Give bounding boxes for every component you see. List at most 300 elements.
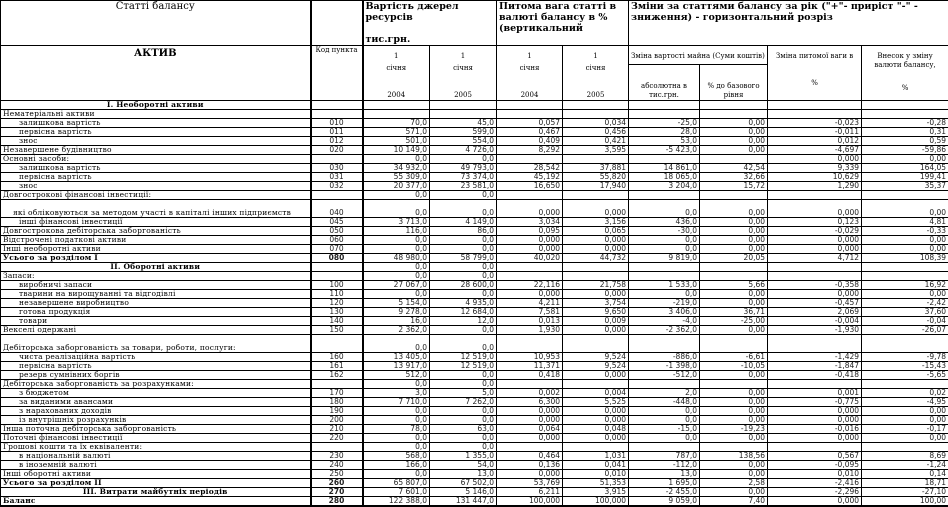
table-row xyxy=(1,335,948,353)
cell-code: 045 xyxy=(311,218,363,227)
cell-code xyxy=(311,110,363,119)
cell-v2004: 70,0 xyxy=(363,119,430,128)
cell-v2004: 0,0 xyxy=(363,434,430,443)
cell-dw: 1,290 xyxy=(768,182,862,191)
table-row xyxy=(1,254,948,263)
cell-v2005: 86,0 xyxy=(430,227,497,236)
month-label: січня xyxy=(565,64,626,73)
table-row xyxy=(1,290,948,299)
cell-abs xyxy=(629,380,700,389)
cell-code: 070 xyxy=(311,245,363,254)
cell-p2004: 0,000 xyxy=(497,245,563,254)
cell-v2004: 16,0 xyxy=(363,317,430,326)
cell-p2004 xyxy=(497,272,563,281)
cell-dw: 0,000 xyxy=(768,200,862,218)
cell-dw: 2,069 xyxy=(768,308,862,317)
cell-abs: 9 059,0 xyxy=(629,497,700,507)
cell-contrib: 0,00 xyxy=(862,290,948,299)
table-body xyxy=(1,101,948,507)
cell-abs: 0,0 xyxy=(629,200,700,218)
cell-v2005: 0,0 xyxy=(430,290,497,299)
cell-abs: -448,0 xyxy=(629,398,700,407)
table-row xyxy=(1,326,948,335)
cell-dw: -1,930 xyxy=(768,326,862,335)
row-label: товари xyxy=(1,317,311,326)
cell-p2004 xyxy=(497,443,563,452)
row-label: з бюджетом xyxy=(1,389,311,398)
cell-v2005: 5 146,0 xyxy=(430,488,497,497)
cell-v2004: 166,0 xyxy=(363,461,430,470)
cell-p2005: 0,041 xyxy=(563,461,629,470)
cell-p2004: 6,300 xyxy=(497,398,563,407)
cell-v2005: 0,0 xyxy=(430,335,497,353)
cell-rel: -25,00 xyxy=(700,317,768,326)
cell-p2004 xyxy=(497,155,563,164)
cell-contrib: 35,37 xyxy=(862,182,948,191)
pct-label: % xyxy=(864,84,946,93)
cell-v2005: 4 149,0 xyxy=(430,218,497,227)
cell-dw: -2,296 xyxy=(768,488,862,497)
cell-contrib: 18,71 xyxy=(862,479,948,488)
cell-dw: -1,847 xyxy=(768,362,862,371)
cell-contrib: 0,00 xyxy=(862,407,948,416)
row-label: Інші оборотні активи xyxy=(1,470,311,479)
cell-v2004: 0,0 xyxy=(363,470,430,479)
table-row xyxy=(1,137,948,146)
cell-dw: 10,629 xyxy=(768,173,862,182)
cell-p2005: 0,000 xyxy=(563,434,629,443)
cell-p2005: 0,000 xyxy=(563,245,629,254)
header-vertical: (вертикальний xyxy=(499,23,583,34)
cell-abs: -1 398,0 xyxy=(629,362,700,371)
row-label: III. Витрати майбутніх періодів xyxy=(1,488,311,497)
cell-p2005: 0,048 xyxy=(563,425,629,434)
cell-dw: 0,012 xyxy=(768,137,862,146)
cell-contrib: 0,00 xyxy=(862,245,948,254)
cell-v2004: 27 067,0 xyxy=(363,281,430,290)
cell-contrib: -0,17 xyxy=(862,425,948,434)
cell-contrib: 0,00 xyxy=(862,236,948,245)
cell-p2004: 10,953 xyxy=(497,353,563,362)
cell-rel: 0,00 xyxy=(700,371,768,380)
cell-abs: -2 362,0 xyxy=(629,326,700,335)
cell-p2005: 21,758 xyxy=(563,281,629,290)
cell-v2004: 13 917,0 xyxy=(363,362,430,371)
table-row xyxy=(1,317,948,326)
cell-rel: 0,00 xyxy=(700,299,768,308)
cell-p2005: 0,065 xyxy=(563,227,629,236)
table-row xyxy=(1,245,948,254)
year-label: 2005 xyxy=(432,91,494,100)
table-row xyxy=(1,182,948,191)
header-absolutna: абсолютна в тис.грн. xyxy=(629,65,700,101)
cell-p2004: 16,650 xyxy=(497,182,563,191)
header-units: тис.грн. xyxy=(366,34,411,45)
cell-dw: 0,000 xyxy=(768,290,862,299)
table-row xyxy=(1,371,948,380)
cell-v2004: 501,0 xyxy=(363,137,430,146)
cell-dw xyxy=(768,110,862,119)
table-row xyxy=(1,110,948,119)
row-label: тварини на вирощуванні та відгодівлі xyxy=(1,290,311,299)
pct-label: % xyxy=(770,79,859,88)
row-label: за виданими авансами xyxy=(1,398,311,407)
cell-p2004 xyxy=(497,380,563,389)
cell-v2004: 0,0 xyxy=(363,443,430,452)
cell-code: 250 xyxy=(311,470,363,479)
cell-v2005: 63,0 xyxy=(430,425,497,434)
table-row xyxy=(1,218,948,227)
cell-code: 190 xyxy=(311,407,363,416)
header-pytoma xyxy=(497,1,629,46)
cell-contrib xyxy=(862,335,948,353)
cell-code: 030 xyxy=(311,164,363,173)
cell-dw: -0,029 xyxy=(768,227,862,236)
cell-v2004: 0,0 xyxy=(363,200,430,218)
cell-abs: -15,0 xyxy=(629,425,700,434)
row-label: Незавершене будівництво xyxy=(1,146,311,155)
cell-v2004: 571,0 xyxy=(363,128,430,137)
cell-rel: 0,00 xyxy=(700,326,768,335)
cell-rel: 0,00 xyxy=(700,245,768,254)
cell-v2005: 0,0 xyxy=(430,443,497,452)
cell-rel: 15,72 xyxy=(700,182,768,191)
table-row xyxy=(1,389,948,398)
cell-rel: 0,00 xyxy=(700,389,768,398)
cell-p2005: 55,820 xyxy=(563,173,629,182)
cell-v2005 xyxy=(430,101,497,110)
cell-dw: 0,000 xyxy=(768,245,862,254)
header-aktiv: АКТИВ xyxy=(1,46,311,101)
cell-p2004: 8,292 xyxy=(497,146,563,155)
cell-abs: 0,0 xyxy=(629,434,700,443)
cell-v2005: 23 581,0 xyxy=(430,182,497,191)
cell-p2005: 0,000 xyxy=(563,416,629,425)
cell-contrib: -9,78 xyxy=(862,353,948,362)
cell-code: 012 xyxy=(311,137,363,146)
header-pytoma-text: Питома вага статті в валюті балансу в % xyxy=(499,1,616,23)
cell-v2004: 0,0 xyxy=(363,416,430,425)
row-label: залишкова вартість xyxy=(1,119,311,128)
cell-abs: -512,0 xyxy=(629,371,700,380)
cell-v2005: 12 519,0 xyxy=(430,353,497,362)
header-pct-base: % до базового рівня xyxy=(700,65,768,101)
cell-p2004: 0,000 xyxy=(497,407,563,416)
table-row xyxy=(1,155,948,164)
cell-v2005: 599,0 xyxy=(430,128,497,137)
cell-dw: -0,358 xyxy=(768,281,862,290)
cell-p2004 xyxy=(497,110,563,119)
cell-abs xyxy=(629,101,700,110)
cell-abs xyxy=(629,263,700,272)
table-row xyxy=(1,380,948,389)
cell-code xyxy=(311,443,363,452)
cell-p2005: 0,000 xyxy=(563,290,629,299)
cell-p2005: 1,031 xyxy=(563,452,629,461)
header-vartist xyxy=(363,1,497,46)
table-row xyxy=(1,272,948,281)
cell-contrib xyxy=(862,380,948,389)
cell-v2005: 0,0 xyxy=(430,407,497,416)
cell-abs xyxy=(629,110,700,119)
cell-code: 130 xyxy=(311,308,363,317)
cell-p2004: 0,013 xyxy=(497,317,563,326)
cell-v2005: 554,0 xyxy=(430,137,497,146)
cell-rel: 0,00 xyxy=(700,200,768,218)
cell-code: 280 xyxy=(311,497,363,507)
cell-rel xyxy=(700,272,768,281)
cell-p2005 xyxy=(563,110,629,119)
cell-p2004: 0,000 xyxy=(497,470,563,479)
cell-v2005: 12 684,0 xyxy=(430,308,497,317)
cell-contrib: -15,43 xyxy=(862,362,948,371)
cell-contrib: 16,92 xyxy=(862,281,948,290)
cell-dw: -0,004 xyxy=(768,317,862,326)
row-label: Поточні фінансові інвестиції xyxy=(1,434,311,443)
table-row xyxy=(1,263,948,272)
cell-rel xyxy=(700,101,768,110)
cell-p2004: 22,116 xyxy=(497,281,563,290)
cell-p2004: 11,371 xyxy=(497,362,563,371)
cell-v2004: 20 377,0 xyxy=(363,182,430,191)
cell-contrib: 0,00 xyxy=(862,155,948,164)
header-vartist-text: Вартість джерел ресурсів xyxy=(366,1,459,23)
cell-abs: -2 455,0 xyxy=(629,488,700,497)
cell-p2005: 0,456 xyxy=(563,128,629,137)
cell-v2004: 0,0 xyxy=(363,272,430,281)
row-label: із внутрішніх розрахунків xyxy=(1,416,311,425)
table-row xyxy=(1,398,948,407)
cell-dw: 0,000 xyxy=(768,434,862,443)
cell-p2005: 0,000 xyxy=(563,326,629,335)
cell-code: 230 xyxy=(311,452,363,461)
row-label: первісна вартість xyxy=(1,362,311,371)
cell-contrib xyxy=(862,110,948,119)
table-row xyxy=(1,281,948,290)
cell-rel: 0,00 xyxy=(700,470,768,479)
cell-rel: 138,56 xyxy=(700,452,768,461)
cell-rel: 36,71 xyxy=(700,308,768,317)
cell-v2005: 0,0 xyxy=(430,371,497,380)
cell-rel xyxy=(700,263,768,272)
header-kod: Код пункта xyxy=(311,46,363,101)
cell-code: 020 xyxy=(311,146,363,155)
cell-rel xyxy=(700,443,768,452)
cell-p2005: 51,353 xyxy=(563,479,629,488)
cell-v2004: 0,0 xyxy=(363,236,430,245)
cell-code: 160 xyxy=(311,353,363,362)
cell-abs: 787,0 xyxy=(629,452,700,461)
cell-v2004: 2 362,0 xyxy=(363,326,430,335)
cell-code: 210 xyxy=(311,425,363,434)
cell-rel: 32,66 xyxy=(700,173,768,182)
cell-rel: 2,58 xyxy=(700,479,768,488)
cell-p2004: 0,000 xyxy=(497,434,563,443)
cell-p2004: 100,000 xyxy=(497,497,563,507)
year-label: 2005 xyxy=(565,91,626,100)
cell-dw: -4,697 xyxy=(768,146,862,155)
cell-contrib: 108,39 xyxy=(862,254,948,263)
cell-abs: 18 065,0 xyxy=(629,173,700,182)
cell-rel: 0,00 xyxy=(700,488,768,497)
cell-code xyxy=(311,101,363,110)
cell-dw: -0,775 xyxy=(768,398,862,407)
cell-p2004: 6,211 xyxy=(497,488,563,497)
cell-contrib xyxy=(862,443,948,452)
cell-abs xyxy=(629,335,700,353)
cell-contrib: 4,81 xyxy=(862,218,948,227)
table-row xyxy=(1,434,948,443)
row-label: виробничі запаси xyxy=(1,281,311,290)
cell-rel: 0,00 xyxy=(700,416,768,425)
cell-p2005: 3,156 xyxy=(563,218,629,227)
cell-rel: 5,66 xyxy=(700,281,768,290)
day-label: 1 xyxy=(432,52,494,61)
cell-v2004: 0,0 xyxy=(363,263,430,272)
header-vnesok xyxy=(862,46,948,101)
cell-dw: 4,712 xyxy=(768,254,862,263)
cell-p2005: 0,004 xyxy=(563,389,629,398)
cell-dw xyxy=(768,191,862,200)
cell-rel xyxy=(700,110,768,119)
cell-code: 032 xyxy=(311,182,363,191)
cell-v2005: 49 793,0 xyxy=(430,164,497,173)
cell-contrib: 8,69 xyxy=(862,452,948,461)
cell-p2005: 0,034 xyxy=(563,119,629,128)
cell-v2004: 13 405,0 xyxy=(363,353,430,362)
cell-code: 170 xyxy=(311,389,363,398)
cell-p2004: 0,418 xyxy=(497,371,563,380)
cell-p2004 xyxy=(497,263,563,272)
cell-abs: -25,0 xyxy=(629,119,700,128)
cell-code: 270 xyxy=(311,488,363,497)
cell-p2005 xyxy=(563,155,629,164)
cell-v2005: 0,0 xyxy=(430,416,497,425)
row-label: Запаси: xyxy=(1,272,311,281)
cell-abs: -886,0 xyxy=(629,353,700,362)
cell-code: 180 xyxy=(311,398,363,407)
cell-v2004: 5 154,0 xyxy=(363,299,430,308)
cell-code: 010 xyxy=(311,119,363,128)
cell-code xyxy=(311,191,363,200)
cell-p2005: 0,010 xyxy=(563,470,629,479)
cell-p2004: 0,464 xyxy=(497,452,563,461)
table-row xyxy=(1,227,948,236)
cell-contrib xyxy=(862,101,948,110)
cell-v2004: 512,0 xyxy=(363,371,430,380)
year-label: 2004 xyxy=(499,91,560,100)
cell-abs: 1 533,0 xyxy=(629,281,700,290)
cell-v2005: 45,0 xyxy=(430,119,497,128)
cell-contrib: 164,05 xyxy=(862,164,948,173)
cell-p2005 xyxy=(563,335,629,353)
cell-v2005: 12,0 xyxy=(430,317,497,326)
cell-p2004: 53,769 xyxy=(497,479,563,488)
cell-rel: 7,40 xyxy=(700,497,768,507)
cell-p2005: 100,000 xyxy=(563,497,629,507)
cell-rel xyxy=(700,335,768,353)
cell-dw: 0,000 xyxy=(768,497,862,507)
cell-p2005: 0,000 xyxy=(563,236,629,245)
row-label: Відстрочені податкові активи xyxy=(1,236,311,245)
cell-v2004: 7 601,0 xyxy=(363,488,430,497)
cell-rel: 0,00 xyxy=(700,119,768,128)
cell-rel: 0,00 xyxy=(700,146,768,155)
row-label: Усього за розділом II xyxy=(1,479,311,488)
year-label: 2004 xyxy=(366,91,428,100)
cell-contrib: 0,00 xyxy=(862,434,948,443)
cell-dw: 0,567 xyxy=(768,452,862,461)
row-label: Баланс xyxy=(1,497,311,507)
cell-p2004: 3,034 xyxy=(497,218,563,227)
cell-rel: 0,00 xyxy=(700,128,768,137)
cell-p2004: 28,542 xyxy=(497,164,563,173)
cell-code xyxy=(311,155,363,164)
cell-v2005: 0,0 xyxy=(430,380,497,389)
month-label: січня xyxy=(432,64,494,73)
table-row xyxy=(1,443,948,452)
cell-code xyxy=(311,335,363,353)
table-row xyxy=(1,353,948,362)
row-label: в іноземній валюті xyxy=(1,461,311,470)
cell-v2005: 7 262,0 xyxy=(430,398,497,407)
cell-rel: 0,00 xyxy=(700,236,768,245)
cell-code xyxy=(311,263,363,272)
cell-v2004: 0,0 xyxy=(363,155,430,164)
cell-code: 260 xyxy=(311,479,363,488)
cell-rel: 0,00 xyxy=(700,227,768,236)
cell-p2005: 5,525 xyxy=(563,398,629,407)
cell-p2004: 1,930 xyxy=(497,326,563,335)
cell-code: 150 xyxy=(311,326,363,335)
cell-dw xyxy=(768,101,862,110)
header-date-2005 xyxy=(430,46,497,101)
cell-p2005: 9,524 xyxy=(563,353,629,362)
cell-rel: 20,05 xyxy=(700,254,768,263)
cell-dw: -0,418 xyxy=(768,371,862,380)
cell-rel: 0,00 xyxy=(700,407,768,416)
day-label: 1 xyxy=(499,52,560,61)
cell-p2005: 44,732 xyxy=(563,254,629,263)
cell-code: 060 xyxy=(311,236,363,245)
cell-abs: 14 861,0 xyxy=(629,164,700,173)
row-label: які обліковуються за методом участі в капіталі інших підприємств xyxy=(1,200,311,218)
day-label: 1 xyxy=(565,52,626,61)
cell-contrib: -27,10 xyxy=(862,488,948,497)
cell-v2005: 131 447,0 xyxy=(430,497,497,507)
cell-dw xyxy=(768,380,862,389)
cell-abs: 436,0 xyxy=(629,218,700,227)
cell-contrib: -26,07 xyxy=(862,326,948,335)
month-label: січня xyxy=(366,64,428,73)
cell-p2004: 40,020 xyxy=(497,254,563,263)
cell-v2005: 12 519,0 xyxy=(430,362,497,371)
row-label: I. Необоротні активи xyxy=(1,101,311,110)
cell-abs: 1 695,0 xyxy=(629,479,700,488)
cell-rel: 0,00 xyxy=(700,290,768,299)
cell-code: 161 xyxy=(311,362,363,371)
cell-contrib: -4,95 xyxy=(862,398,948,407)
cell-p2005 xyxy=(563,380,629,389)
cell-rel xyxy=(700,155,768,164)
cell-abs xyxy=(629,443,700,452)
table-row xyxy=(1,470,948,479)
cell-dw xyxy=(768,443,862,452)
table-row xyxy=(1,416,948,425)
cell-v2004: 0,0 xyxy=(363,290,430,299)
row-label: резерв сумнівних боргів xyxy=(1,371,311,380)
cell-rel: -6,61 xyxy=(700,353,768,362)
